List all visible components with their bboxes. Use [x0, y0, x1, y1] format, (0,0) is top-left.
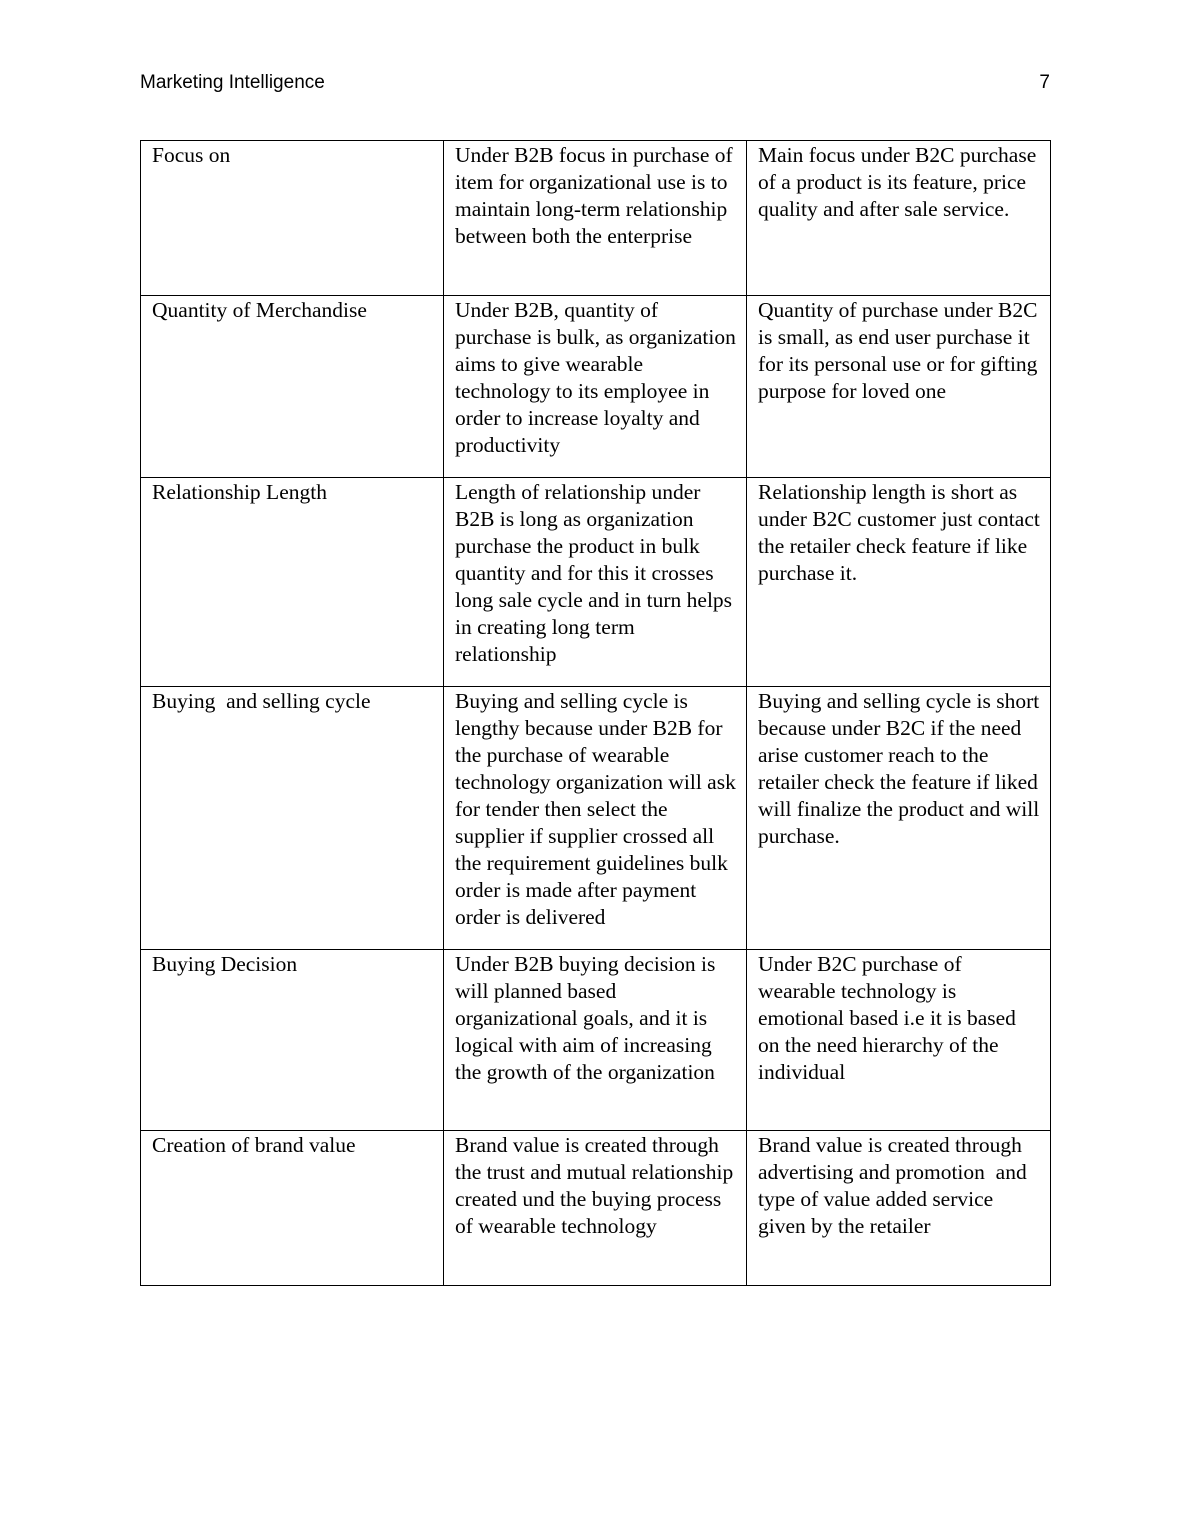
aspect-cell: Buying Decision	[141, 950, 444, 1131]
b2c-cell: Relationship length is short as under B2C customer just contact the retailer check feature if like purchase it.	[747, 478, 1051, 687]
table-row	[141, 1131, 1051, 1286]
table-row	[141, 950, 1051, 1131]
aspect-cell: Buying and selling cycle	[141, 687, 444, 950]
aspect-cell: Creation of brand value	[141, 1131, 444, 1286]
b2b-cell: Under B2B focus in purchase of item for organizational use is to maintain long-term relationship between both the enterprise	[444, 141, 747, 296]
b2c-cell: Main focus under B2C purchase of a product is its feature, price quality and after sale service.	[747, 141, 1051, 296]
page-header	[140, 70, 1050, 98]
page-number: 7	[1039, 72, 1050, 93]
b2b-cell: Brand value is created through the trust and mutual relationship created und the buying process of wearable technology	[444, 1131, 747, 1286]
b2b-cell: Under B2B, quantity of purchase is bulk, as organization aims to give wearable technology to its employee in order to increase loyalty and productivity	[444, 296, 747, 478]
b2c-cell: Under B2C purchase of wearable technology is emotional based i.e it is based on the need hierarchy of the individual	[747, 950, 1051, 1131]
table-row	[141, 141, 1051, 296]
b2b-b2c-comparison-table	[140, 140, 1051, 1286]
aspect-cell: Focus on	[141, 141, 444, 296]
b2b-cell: Length of relationship under B2B is long as organization purchase the product in bulk quantity and for this it crosses long sale cycle and in turn helps in creating long term relationship	[444, 478, 747, 687]
table-row	[141, 478, 1051, 687]
running-head: Marketing Intelligence	[140, 72, 325, 93]
aspect-cell: Quantity of Merchandise	[141, 296, 444, 478]
b2c-cell: Brand value is created through advertising and promotion and type of value added service given by the retailer	[747, 1131, 1051, 1286]
b2b-cell: Under B2B buying decision is will planned based organizational goals, and it is logical with aim of increasing the growth of the organization	[444, 950, 747, 1131]
aspect-cell: Relationship Length	[141, 478, 444, 687]
table-row	[141, 687, 1051, 950]
table-row	[141, 296, 1051, 478]
b2c-cell: Buying and selling cycle is short because under B2C if the need arise customer reach to the retailer check the feature if liked will finalize the product and will purchase.	[747, 687, 1051, 950]
b2c-cell: Quantity of purchase under B2C is small, as end user purchase it for its personal use or for gifting purpose for loved one	[747, 296, 1051, 478]
b2b-cell: Buying and selling cycle is lengthy because under B2B for the purchase of wearable technology organization will ask for tender then select the supplier if supplier crossed all the requirement guidelines bulk order is made after payment order is delivered	[444, 687, 747, 950]
